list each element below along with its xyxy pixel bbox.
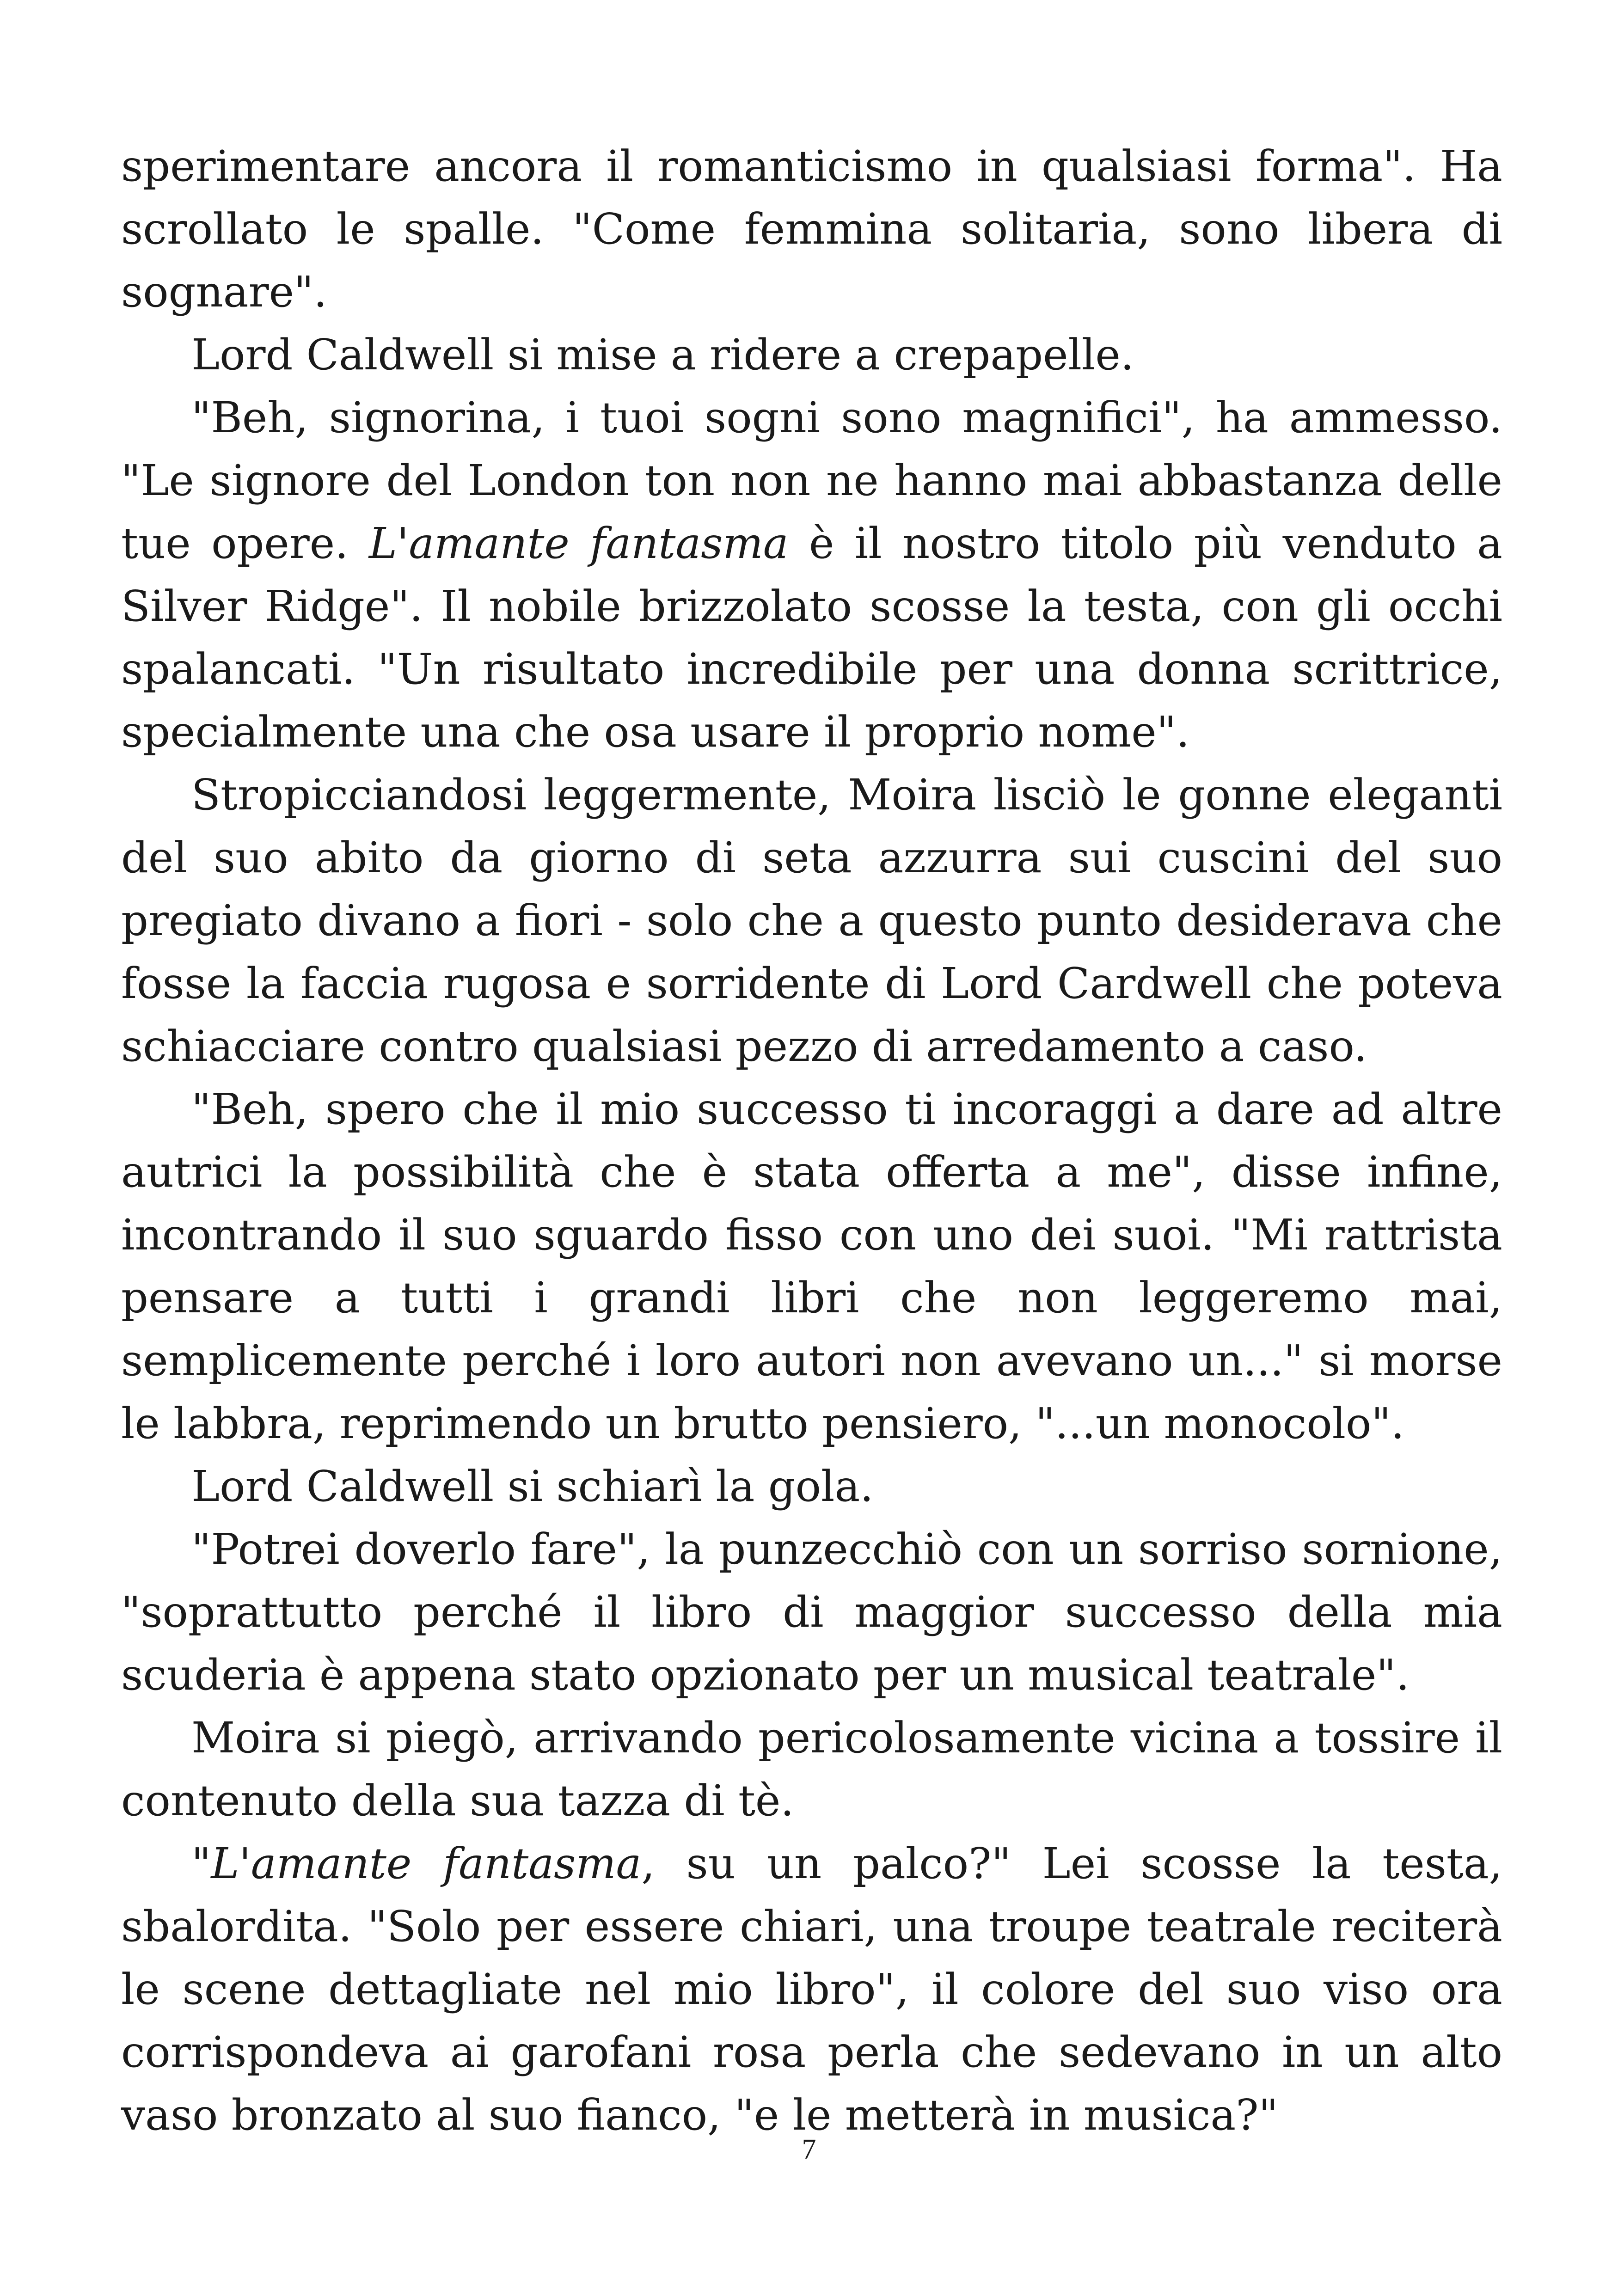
paragraph-text: Lord Caldwell si schiarì la gola. bbox=[191, 1462, 874, 1511]
paragraph bbox=[121, 386, 1502, 764]
paragraph-text: è il nostro titolo più venduto a Silver Ridge". Il nobile brizzolato scosse la testa, con gli occhi spalancati. "Un risultato incredibile per una donna scrittrice, specialmente una che osa usare il proprio nome". bbox=[121, 519, 1502, 757]
body-text bbox=[121, 135, 1502, 2147]
paragraph-text: "Beh, signorina, i tuoi sogni sono magnifici", ha ammesso. "Le signore del London ton non ne hanno mai abbastanza delle tue opere. bbox=[121, 393, 1502, 568]
paragraph bbox=[121, 1455, 1502, 1518]
paragraph-text: sperimentare ancora il romanticismo in qualsiasi forma". Ha scrollato le spalle. "Come femmina solitaria, sono libera di sognare". bbox=[121, 141, 1502, 317]
paragraph-text: , su un palco?" Lei scosse la testa, sbalordita. "Solo per essere chiari, una troupe teatrale reciterà le scene dettagliate nel mio libro", il colore del suo viso ora corrispondeva ai garofani rosa perla che sedevano in un alto vaso bronzato al suo fianco, "e le metterà in musica?" bbox=[121, 1839, 1502, 2140]
book-title-italic: L'amante fantasma bbox=[368, 519, 789, 568]
paragraph bbox=[121, 1707, 1502, 1832]
paragraph-text: Stropicciandosi leggermente, Moira lisciò le gonne eleganti del suo abito da giorno di seta azzurra sui cuscini del suo pregiato divano a fiori - solo che a questo punto desiderava che fosse la faccia rugosa e sorridente di Lord Cardwell che poteva schiacciare contro qualsiasi pezzo di arredamento a caso. bbox=[121, 770, 1502, 1071]
paragraph-text: "Potrei doverlo fare", la punzecchiò con un sorriso sornione, "soprattutto perché il libro di maggior successo della mia scuderia è appena stato opzionato per un musical teatrale". bbox=[121, 1525, 1502, 1700]
paragraph bbox=[121, 1518, 1502, 1707]
paragraph bbox=[121, 324, 1502, 386]
paragraph-text: " bbox=[191, 1839, 211, 1888]
paragraph bbox=[121, 1832, 1502, 2147]
page-number: 7 bbox=[802, 2134, 816, 2165]
paragraph-text: Moira si piegò, arrivando pericolosamente vicina a tossire il contenuto della sua tazza di tè. bbox=[121, 1713, 1502, 1825]
paragraph-text: Lord Caldwell si mise a ridere a crepapelle. bbox=[191, 330, 1134, 380]
book-title-italic: L'amante fantasma bbox=[211, 1839, 642, 1888]
paragraph bbox=[121, 764, 1502, 1078]
paragraph bbox=[121, 1078, 1502, 1455]
paragraph-text: "Beh, spero che il mio successo ti incoraggi a dare ad altre autrici la possibilità che è stata offerta a me", disse infine, incontrando il suo sguardo fisso con uno dei suoi. "Mi rattrista pensare a tutti i grandi libri che non leggeremo mai, semplicemente perché i loro autori non avevano un..." si morse le labbra, reprimendo un brutto pensiero, "...un monocolo". bbox=[121, 1084, 1502, 1448]
paragraph bbox=[121, 135, 1502, 324]
